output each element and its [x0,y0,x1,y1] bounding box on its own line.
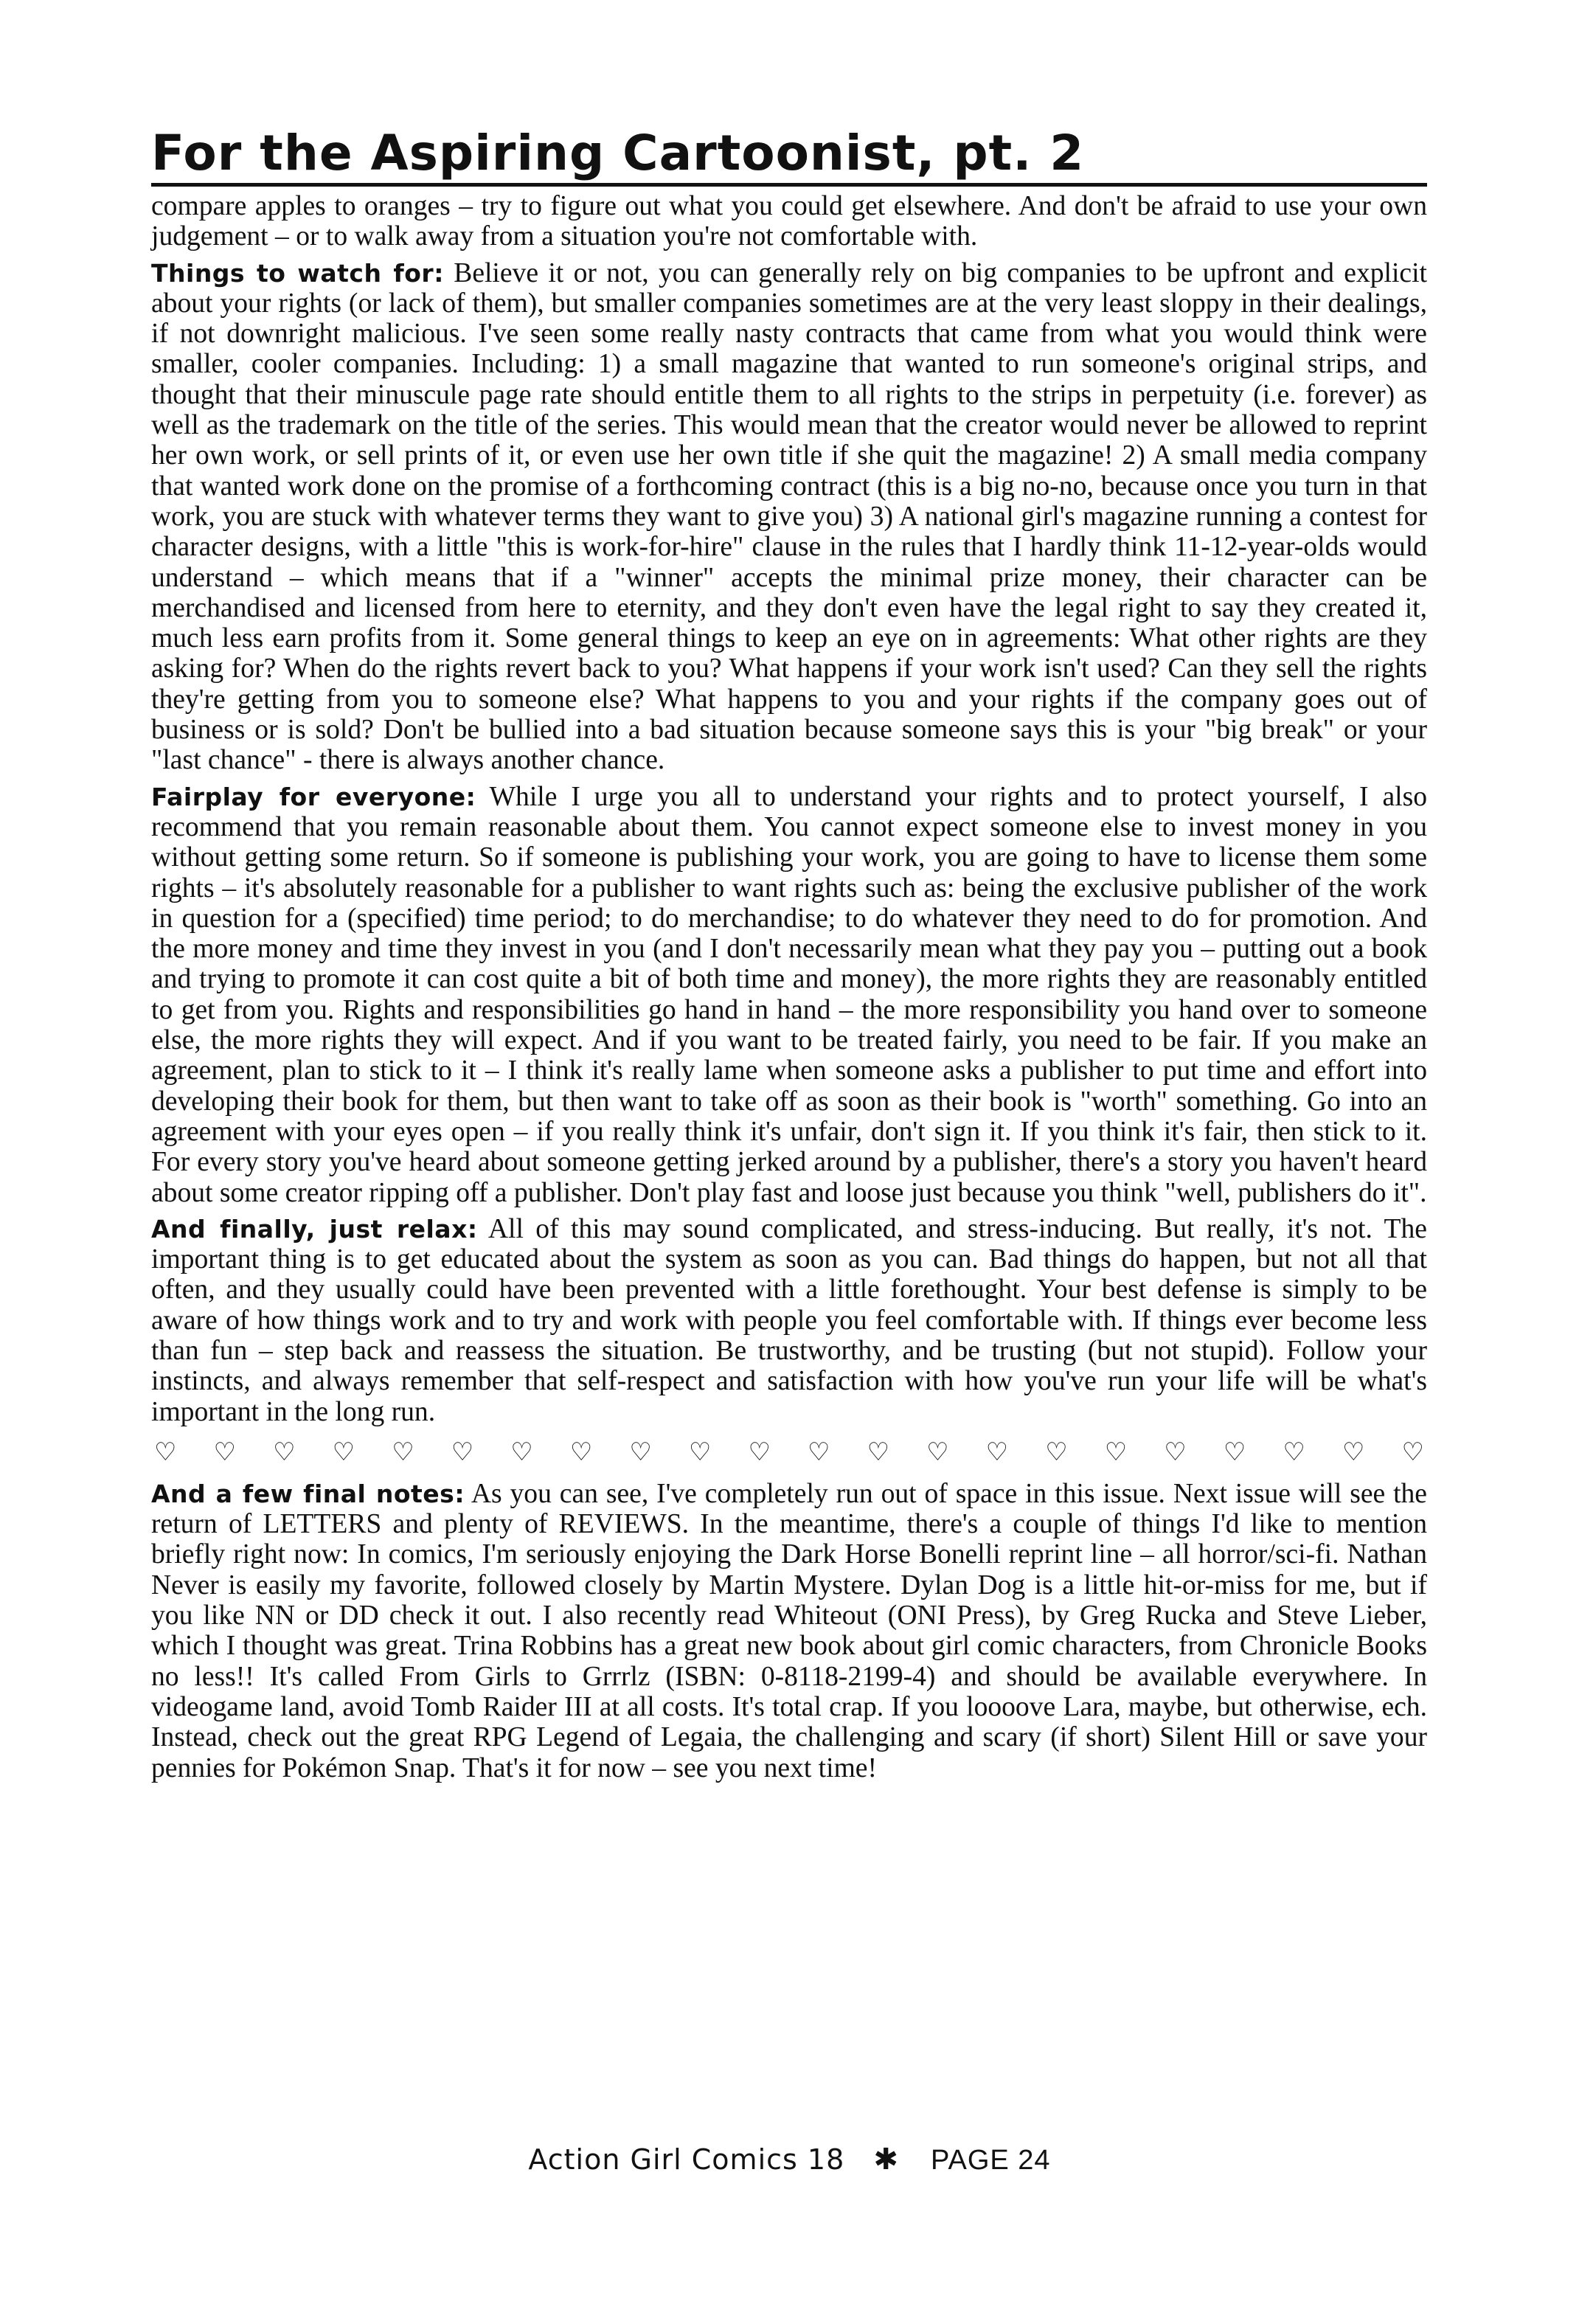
article [151,125,1427,1789]
section-fairplay [151,782,1427,1208]
page-title: For the Aspiring Cartoonist, pt. 2 [151,125,1427,187]
section-body: While I urge you all to understand your rights and to protect yourself, I also recommend that you remain reasonable about them. You cannot expect someone else to invest money in you without getting some return. So if someone is publishing your work, you are going to have to license them some rights – it's absolutely reasonable for a publisher to want rights such as: being the exclusive publisher of the work in question for a (specified) time period; to do merchandise; to do whatever they need to do for promotion. And the more money and time they invest in you (and I don't necessarily mean what they pay you – putting out a book and trying to promote it can cost quite a bit of both time and money), the more rights they are reasonably entitled to get from you. Rights and responsibilities go hand in hand – the more responsibility you hand over to someone else, the more rights they will expect. And if you want to be treated fairly, you need to be fair. If you make an agreement, plan to stick to it – I think it's really lame when someone asks a publisher to put time and effort into developing their book for them, but then want to take off as soon as their book is "worth" something. Go into an agreement with your eyes open – if you really think it's unfair, don't sign it. If you think it's fair, then stick to it. For every story you've heard about someone getting jerked around by a publisher, there's a story you haven't heard about some creator ripping off a publisher. Don't play fast and loose just because you think "well, publishers do it". [151,781,1428,1208]
heart-icon: ♡ [867,1437,890,1467]
heart-icon: ♡ [748,1437,771,1467]
heart-icon: ♡ [1104,1437,1128,1467]
section-heading: Fairplay for everyone: [151,782,476,811]
page-footer [0,2143,1579,2176]
section-things-to-watch [151,258,1427,776]
star-icon: ✱ [873,2143,899,2176]
intro-paragraph: compare apples to oranges – try to figure out what you could get elsewhere. And don't be afraid to use your own judgement – or to walk away from a situation you're not comfortable with. [151,191,1427,252]
heart-divider [154,1436,1424,1468]
heart-icon: ♡ [808,1437,830,1467]
heart-icon: ♡ [1283,1437,1305,1467]
section-heading: And finally, just relax: [151,1214,478,1243]
section-body: Believe it or not, you can generally rely on big companies to be upfront and explicit about your rights (or lack of them), but smaller companies sometimes are at the very least sloppy in their dealings, if not downright malicious. I've seen some really nasty contracts that came from what you would think were smaller, cooler companies. Including: 1) a small magazine that wanted to run someone's original strips, and thought that their minuscule page rate should entitle them to all rights to the strips in perpetuity (i.e. forever) as well as the trademark on the title of the series. This would mean that the creator would never be allowed to reprint her own work, or sell prints of it, or even use her own title if she quit the magazine! 2) A small media company that wanted work done on the promise of a forthcoming contract (this is a big no-no, because once you turn in that work, you are stuck with whatever terms they want to give you) 3) A national girl's magazine running a contest for character designs, with a little "this is work-for-hire" clause in the rules that I hardly think 11-12-year-olds would understand – which means that if a "winner" accepts the minimal prize money, their character can be merchandised and licensed from here to eternity, and they don't even have the legal right to say they created it, much less earn profits from it. Some general things to keep an eye on in agreements: What other rights are they asking for? When do the rights revert back to you? What happens if your work isn't used? Can they sell the rights they're getting from you to someone else? What happens to you and your rights if the company goes out of business or is sold? Don't be bullied into a bad situation because someone says this is your "big break" or your "last chance" - there is always another chance. [151,257,1427,776]
heart-icon: ♡ [1401,1437,1424,1467]
section-heading: And a few final notes: [151,1479,465,1508]
heart-icon: ♡ [154,1437,177,1467]
heart-icon: ♡ [985,1437,1009,1467]
section-body: As you can see, I've completely run out of space in this issue. Next issue will see the return of LETTERS and plenty of REVIEWS. In the meantime, there's a couple of things I'd like to mention briefly right now: In comics, I'm seriously enjoying the Dark Horse Bonelli reprint line – all horror/sci-fi. Nathan Never is easily my favorite, followed closely by Martin Mystere. Dylan Dog is a little hit-or-miss for me, but if you like NN or DD check it out. I also recently read Whiteout (ONI Press), by Greg Rucka and Steve Lieber, which I thought was great. Trina Robbins has a great new book about girl comic characters, from Chronicle Books no less!! It's called From Girls to Grrrlz (ISBN: 0-8118-2199-4) and should be available everywhere. In videogame land, avoid Tomb Raider III at all costs. It's total crap. If you loooove Lara, maybe, but otherwise, ech. Instead, check out the great RPG Legend of Legaia, the challenging and scary (if short) Silent Hill or save your pennies for Pokémon Snap. That's it for now – see you next time! [151,1478,1427,1783]
heart-icon: ♡ [569,1437,593,1467]
heart-icon: ♡ [1223,1437,1246,1467]
heart-icon: ♡ [451,1437,474,1467]
heart-icon: ♡ [213,1437,237,1467]
heart-icon: ♡ [1164,1437,1187,1467]
heart-icon: ♡ [510,1437,533,1467]
heart-icon: ♡ [332,1437,355,1467]
heart-icon: ♡ [629,1437,652,1467]
heart-icon: ♡ [392,1437,414,1467]
section-body: All of this may sound complicated, and stress-inducing. But really, it's not. The important thing is to get educated about the system as soon as you can. Bad things do happen, but not all that often, and they usually could have been prevented with a little forethought. Your best defense is simply to be aware of how things work and to try and work with people you feel comfortable with. If things ever become less than fun – step back and reassess the situation. Be trustworthy, and be trusting (but not stupid). Follow your instincts, and always remember that self-respect and satisfaction with how you've run your life will be what's important in the long run. [151,1213,1427,1427]
heart-icon: ♡ [688,1437,712,1467]
section-finally-relax [151,1214,1427,1427]
heart-icon: ♡ [273,1437,296,1467]
heart-icon: ♡ [1342,1437,1365,1467]
publication-name: Action Girl Comics 18 [528,2143,845,2176]
section-heading: Things to watch for: [151,258,444,288]
section-final-notes [151,1479,1427,1783]
heart-icon: ♡ [926,1437,949,1467]
heart-icon: ♡ [1045,1437,1068,1467]
page-number: PAGE 24 [930,2145,1051,2176]
